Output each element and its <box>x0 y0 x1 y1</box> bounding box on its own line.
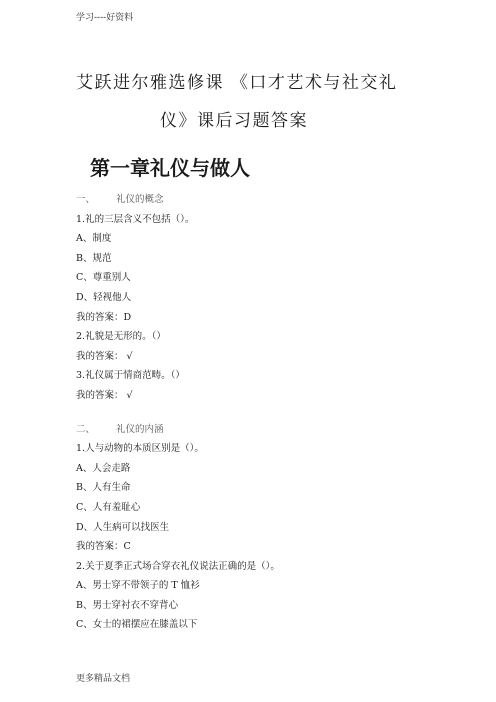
question-line: 3.礼仪属于情商范畴。（） <box>76 370 185 382</box>
document-title-line-2: 仪》课后习题答案 <box>160 111 308 131</box>
question-line: 1.人与动物的本质区别是（）。 <box>76 443 204 455</box>
option-line: B、规范 <box>76 252 112 264</box>
option-line: A、男士穿不带领子的 T 恤衫 <box>76 580 200 592</box>
question-line: 1.礼的三层含义不包括（）。 <box>76 213 195 225</box>
answer-line: 我的答案：C <box>76 541 131 553</box>
question-line: 2.礼貌是无形的。（） <box>76 331 166 343</box>
section-heading <box>76 423 466 437</box>
question-line: 2.关于夏季正式场合穿衣礼仪说法正确的是（）。 <box>76 560 280 572</box>
answer-line: 我的答案：D <box>76 311 132 323</box>
option-line: C、女士的裙摆应在膝盖以下 <box>76 619 198 631</box>
option-line: C、尊重别人 <box>76 272 131 284</box>
section-title: 礼仪的内涵 <box>116 423 164 435</box>
option-line: B、男士穿衬衣不穿背心 <box>76 599 178 611</box>
section-number: 一、 <box>76 194 96 205</box>
page-header-note: 学习----好资料 <box>76 13 134 23</box>
answer-line: 我的答案： √ <box>76 350 133 362</box>
option-line: C、人有羞耻心 <box>76 501 141 513</box>
section-title: 礼仪的概念 <box>116 194 164 205</box>
option-line: A、人会走路 <box>76 462 131 474</box>
option-line: B、人有生命 <box>76 482 131 494</box>
chapter-title: 第一章礼仪与做人 <box>90 156 250 180</box>
option-line: A、制度 <box>76 233 112 245</box>
document-body <box>76 193 466 638</box>
section-heading <box>76 193 466 207</box>
option-line: D、轻视他人 <box>76 291 132 303</box>
option-line: D、人生病可以找医生 <box>76 521 170 533</box>
section-spacer <box>76 409 466 423</box>
page-footer-note: 更多精品文档 <box>76 674 131 684</box>
document-title-line-1: 艾跃进尔雅选修课 《口才艺术与社交礼 <box>76 73 398 93</box>
section-number: 二、 <box>76 423 96 435</box>
answer-line: 我的答案： √ <box>76 389 133 401</box>
